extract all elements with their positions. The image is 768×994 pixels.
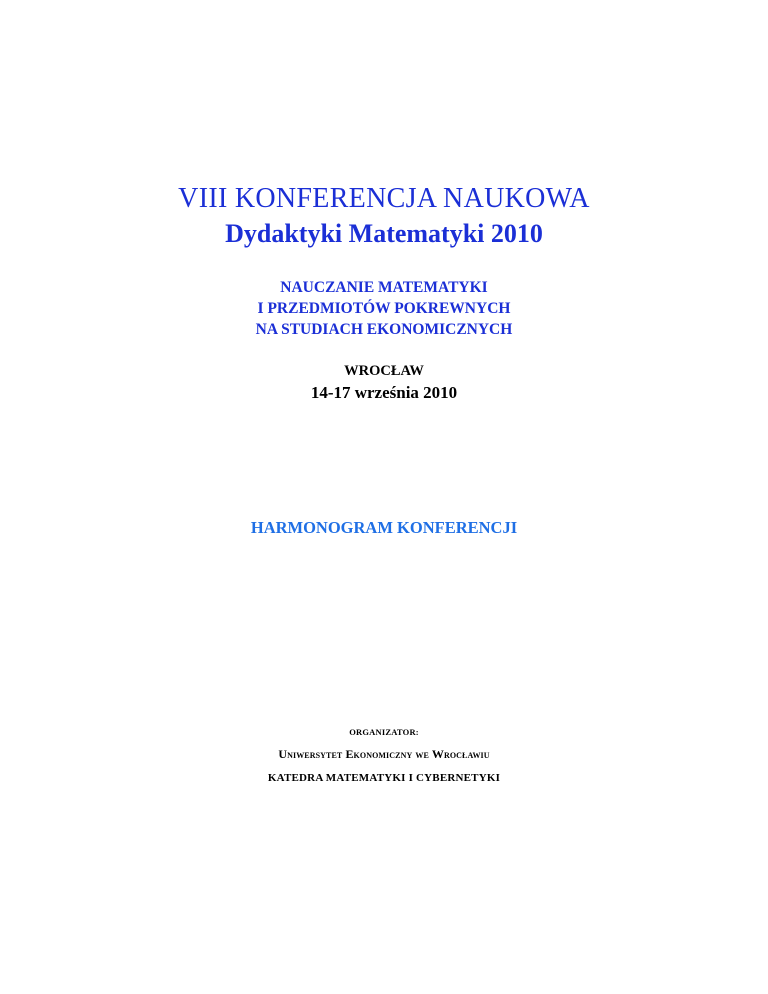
organizer-label: ORGANIZATOR: — [349, 727, 419, 737]
conference-dates: 14-17 września 2010 — [310, 383, 458, 402]
organizer-university: Uniwersytet Ekonomiczny we Wrocławiu — [278, 747, 490, 761]
organizer-department: KATEDRA MATEMATYKI I CYBERNETYKI — [267, 772, 501, 784]
conference-city: WROCŁAW — [344, 363, 424, 379]
conference-title: VIII KONFERENCJA NAUKOWA — [178, 183, 590, 214]
topic-line-1: NAUCZANIE MATEMATYKI — [280, 279, 488, 296]
conference-subtitle: Dydaktyki Matematyki 2010 — [225, 219, 543, 248]
topic-line-2: I PRZEDMIOTÓW POKREWNYCH — [257, 300, 511, 317]
topic-line-3: NA STUDIACH EKONOMICZNYCH — [255, 321, 513, 338]
schedule-heading: HARMONOGRAM KONFERENCJI — [250, 518, 518, 537]
